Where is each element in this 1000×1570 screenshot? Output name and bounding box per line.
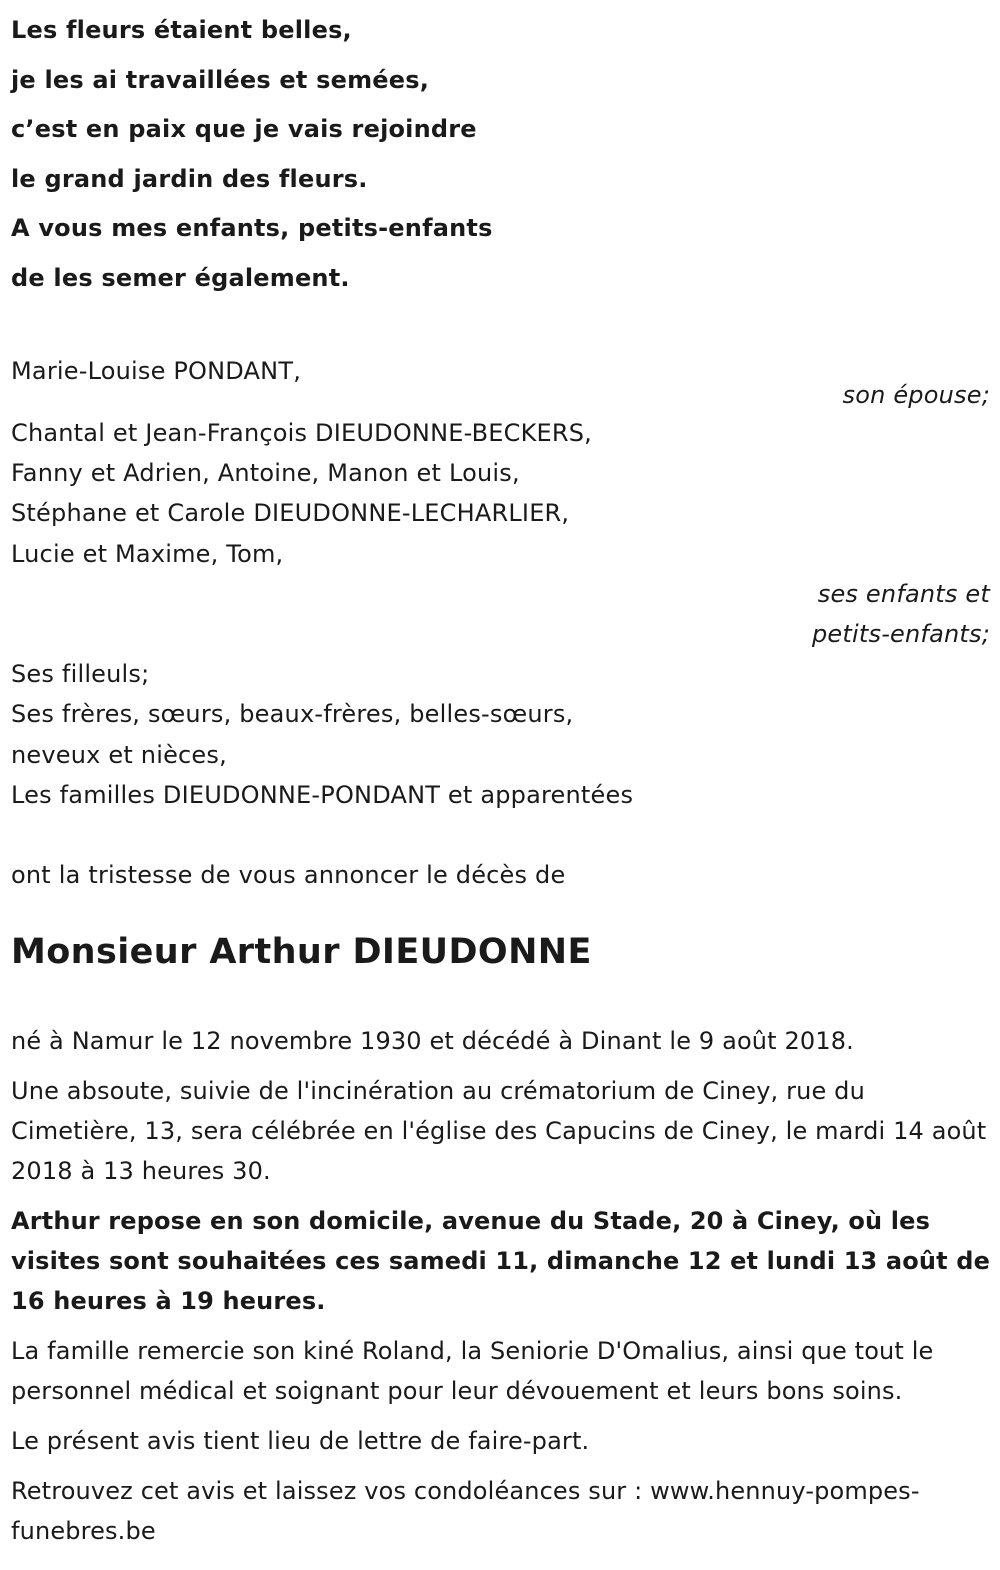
spouse-name: Marie-Louise PONDANT, (11, 356, 302, 385)
other-relatives-line: neveux et nièces, (11, 740, 227, 769)
poem-line: le grand jardin des fleurs. (11, 164, 368, 193)
child-line: Fanny et Adrien, Antoine, Manon et Louis, (11, 459, 520, 488)
family-list (11, 351, 990, 896)
birth-death-paragraph: né à Namur le 12 novembre 1930 et décédé à Dinant le 9 août 2018. (11, 1027, 854, 1056)
children-role: petits-enfants; (812, 619, 990, 648)
other-relatives-line: Ses frères, sœurs, beaux-frères, belles-sœurs, (11, 700, 574, 729)
funeral-details (11, 1021, 990, 1551)
child-line: Stéphane et Carole DIEUDONNE-LECHARLIER, (11, 499, 570, 528)
poem-line: Les fleurs étaient belles, (11, 16, 352, 44)
poem-line: de les semer également. (11, 263, 350, 292)
poem-line: je les ai travaillées et semées, (11, 65, 430, 94)
other-relatives-line: Les familles DIEUDONNE-PONDANT et apparentées (11, 780, 634, 809)
children-role: ses enfants et (817, 579, 990, 608)
online-condolences-paragraph: Retrouvez cet avis et laissez vos condoléances sur : www.hennuy-pompes-funebres.be (11, 1477, 920, 1546)
announcement: ont la tristesse de vous annoncer le décès de (11, 861, 566, 889)
spacer (11, 815, 990, 855)
visits-paragraph: Arthur repose en son domicile, avenue du Stade, 20 à Ciney, où les visites sont souhaitées ces samedi 11, dimanche 12 et lundi 13 août de 16 heures à 19 heures. (11, 1207, 991, 1316)
other-relatives-line: Ses filleuls; (11, 660, 150, 689)
spouse-role: son épouse; (842, 380, 990, 409)
poem-line: c’est en paix que je vais rejoindre (11, 115, 477, 144)
deceased-name: Monsieur Arthur DIEUDONNE (11, 932, 592, 973)
ceremony-paragraph: Une absoute, suivie de l'incinération au crématorium de Ciney, rue du Cimetière, 13, sera célébrée en l'église des Capucins de Ciney, le mardi 14 août 2018 à 13 heures 30. (11, 1077, 987, 1186)
child-line: Chantal et Jean-François DIEUDONNE-BECKERS, (11, 418, 593, 447)
thanks-paragraph: La famille remercie son kiné Roland, la Seniorie D'Omalius, ainsi que tout le personnel médical et soignant pour leur dévouement et leurs bons soins. (11, 1337, 934, 1406)
poem (11, 0, 990, 304)
poem-line: A vous mes enfants, petits-enfants (11, 214, 493, 243)
notice-paragraph: Le présent avis tient lieu de lettre de faire-part. (11, 1427, 590, 1456)
child-line: Lucie et Maxime, Tom, (11, 539, 284, 568)
